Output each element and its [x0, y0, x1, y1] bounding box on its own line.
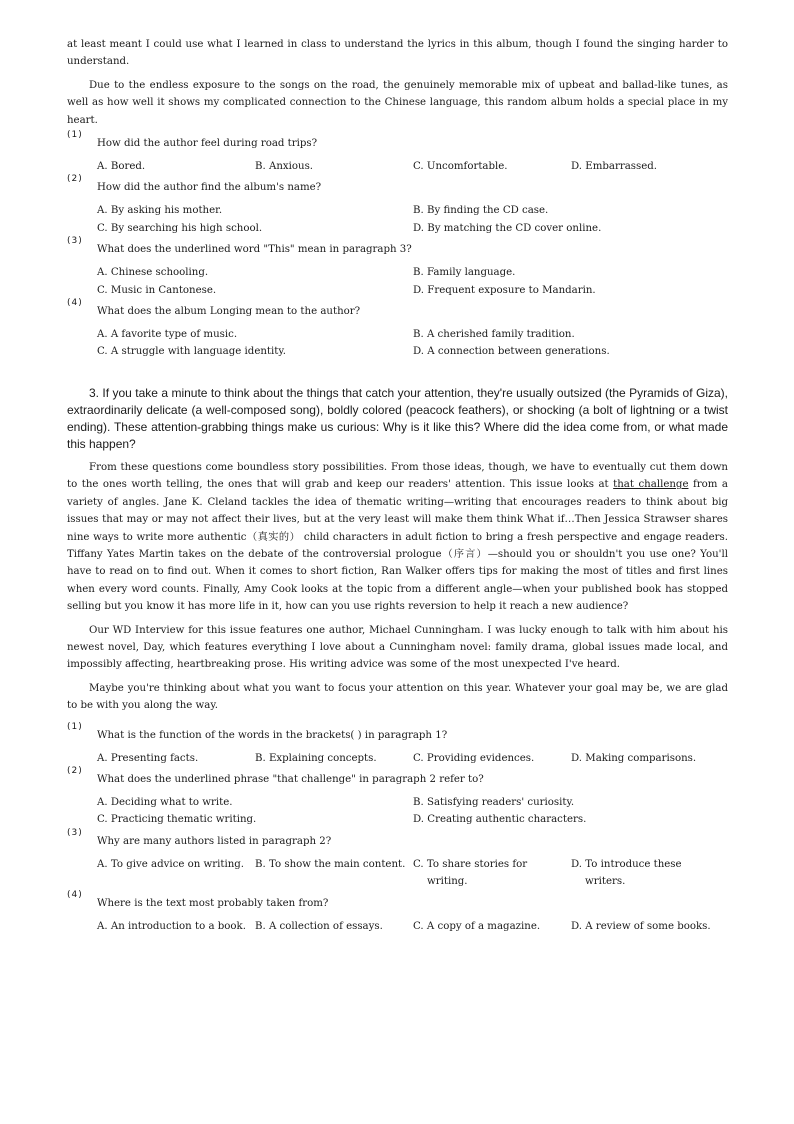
options: [97, 856, 728, 891]
question-text: How did the author find the album's name?: [97, 182, 322, 194]
question-text: How did the author feel during road trips?: [97, 138, 318, 150]
question-block: [67, 298, 728, 361]
option-c[interactable]: C. Practicing thematic writing.: [97, 814, 257, 826]
option-b[interactable]: B. Anxious.: [255, 161, 314, 173]
question-block: [67, 130, 728, 175]
option-d[interactable]: D. Making comparisons.: [571, 752, 697, 764]
options: [97, 794, 728, 829]
option-b[interactable]: B. By finding the CD case.: [413, 205, 549, 217]
option-b[interactable]: B. Explaining concepts.: [255, 752, 377, 764]
option-b[interactable]: B. A cherished family tradition.: [413, 329, 575, 341]
option-a[interactable]: A. Bored.: [97, 161, 146, 173]
underlined-phrase: that challenge: [613, 479, 689, 491]
option-a[interactable]: A. Chinese schooling.: [97, 267, 209, 279]
question-number: (2): [67, 765, 83, 776]
option-b[interactable]: B. Satisfying readers' curiosity.: [413, 796, 575, 808]
option-b[interactable]: B. Family language.: [413, 267, 516, 279]
question-text: What does the album Longing mean to the author?: [97, 306, 361, 318]
question-text: What does the underlined word "This" mean in paragraph 3?: [97, 244, 412, 256]
option-d[interactable]: D. Embarrassed.: [571, 161, 658, 173]
option-d[interactable]: D. A review of some books.: [571, 920, 711, 932]
option-a[interactable]: A. Presenting facts.: [97, 752, 199, 764]
option-d[interactable]: D. By matching the CD cover online.: [413, 222, 602, 234]
question-number: (4): [67, 889, 83, 900]
options: [97, 202, 728, 237]
option-d[interactable]: D. A connection between generations.: [413, 346, 610, 358]
option-a[interactable]: A. To give advice on writing.: [97, 858, 245, 870]
options: [97, 750, 728, 767]
question-block: [67, 174, 728, 237]
question-block: [67, 721, 728, 767]
question-number: (4): [67, 298, 83, 309]
option-c[interactable]: C. Music in Cantonese.: [97, 284, 217, 296]
options: [97, 158, 728, 175]
passage3-paragraph-4: Maybe you're thinking about what you want to focus your attention on this year. Whatever your goal may be, we are glad to be with you along the way.: [67, 682, 728, 712]
option-c[interactable]: C. By searching his high school.: [97, 222, 263, 234]
option-a[interactable]: A. Deciding what to write.: [97, 796, 233, 808]
options: [97, 918, 728, 935]
option-c[interactable]: C. A struggle with language identity.: [97, 346, 286, 358]
question-text: Where is the text most probably taken from?: [97, 897, 329, 909]
question-number: (1): [67, 130, 83, 141]
option-d[interactable]: D. Creating authentic characters.: [413, 814, 587, 826]
question-text: Why are many authors listed in paragraph 2?: [97, 835, 332, 847]
passage3-paragraph-2: [67, 459, 728, 616]
question-block: [67, 765, 728, 829]
question-number: (1): [67, 721, 83, 732]
option-a[interactable]: A. By asking his mother.: [97, 205, 223, 217]
option-c[interactable]: C. To share stories for writing.: [413, 858, 528, 888]
question-number: (2): [67, 174, 83, 185]
passage3-intro: 3. If you take a minute to think about the things that catch your attention, they're usually outsized (the Pyramids of Giza), extraordinarily delicate (a well-composed song), boldly colored (peacock feathers), or shocking (a bolt of lightning or a twist ending). These attention-grabbing things make us curious: Why is it like this? Where did the idea come from, or what made this happen?: [67, 385, 728, 451]
question-text: What does the underlined phrase "that challenge" in paragraph 2 refer to?: [97, 773, 484, 785]
option-b[interactable]: B. To show the main content.: [255, 858, 406, 870]
question-block: [67, 827, 728, 891]
option-a[interactable]: A. A favorite type of music.: [97, 329, 238, 341]
question-number: (3): [67, 236, 83, 247]
option-c[interactable]: C. Uncomfortable.: [413, 161, 508, 173]
options: [97, 264, 728, 299]
question-text: What is the function of the words in the brackets( ) in paragraph 1?: [97, 729, 448, 741]
question-block: [67, 236, 728, 299]
option-d[interactable]: D. To introduce these writers.: [571, 858, 682, 888]
question-number: (3): [67, 827, 83, 838]
option-c[interactable]: C. Providing evidences.: [413, 752, 535, 764]
option-b[interactable]: B. A collection of essays.: [255, 920, 383, 932]
paragraph-text: from a variety of angles. Jane K. Cleland tackles the idea of thematic writing—writing that encourages readers to think about big issues that may or may not affect their lives, but at the very least will make them think What if…Then Jessica Strawser shares nine ways to write more authentic（真实的） child characters in adult fiction to bring a fresh perspective and engage readers. Tiffany Yates Martin takes on the debate of the controversial prologue（序言）—should you or shouldn't you use one? You'll have to read on to find out. When it comes to short fiction, Ran Walker offers tips for making the most of titles and first lines when every word counts. Finally, Amy Cook looks at the topic from a different angle—when your published book has stopped selling but you know it has more life in it, how can you use rights reversion to help it reach a new audience?: [67, 479, 728, 613]
passage3-paragraph-3: Our WD Interview for this issue features one author, Michael Cunningham. I was lucky enough to talk with him about his newest novel, Day, which features everything I love about a Cunningham novel: family drama, global issues made local, and impossibly affecting, heartbreaking prose. His writing advice was some of the most unexpected I've heard.: [67, 624, 728, 671]
passage2-paragraph-continued: at least meant I could use what I learned in class to understand the lyrics in this album, though I found the singing harder to understand.: [67, 39, 728, 68]
passage2-paragraph-last: Due to the endless exposure to the songs on the road, the genuinely memorable mix of upbeat and ballad-like tunes, as well as how well it shows my complicated connection to the Chinese language, this random album holds a special place in my heart.: [67, 79, 728, 126]
option-a[interactable]: A. An introduction to a book.: [97, 920, 246, 932]
paragraph-text: From these questions come boundless story possibilities. From those ideas, though, we have to eventually cut them down to the ones worth telling, the ones that will grab and keep our readers' attention. This issue looks at: [67, 461, 728, 491]
option-d[interactable]: D. Frequent exposure to Mandarin.: [413, 284, 596, 296]
option-c[interactable]: C. A copy of a magazine.: [413, 920, 541, 932]
options: [97, 326, 728, 361]
question-block: [67, 889, 728, 935]
worksheet-page: [67, 36, 728, 939]
